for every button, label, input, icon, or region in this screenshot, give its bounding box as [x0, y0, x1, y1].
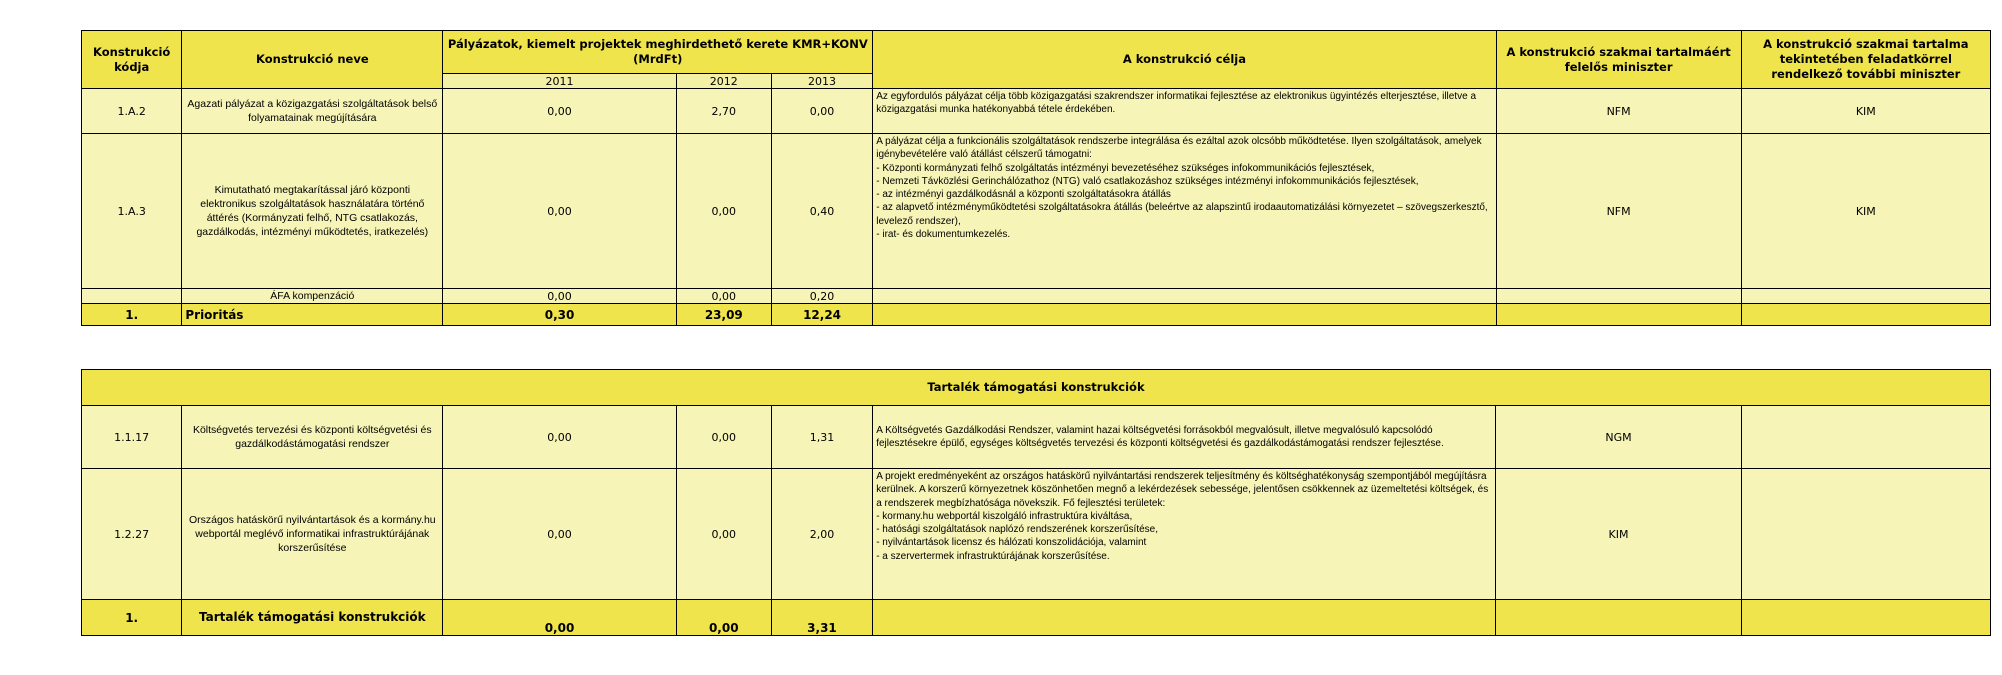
header-minister-other: A konstrukció szakmai tartalma tekintetében feladatkörrel rendelkező további miniszter — [1741, 31, 1990, 89]
row-code — [82, 289, 182, 304]
table-row — [82, 134, 1991, 289]
row-goal — [873, 289, 1496, 304]
header-goal: A konstrukció célja — [873, 31, 1496, 89]
row-value-2012: 0,00 — [676, 289, 771, 304]
main-table — [81, 30, 1991, 326]
row-minister-other — [1741, 289, 1990, 304]
row-goal: Az egyfordulós pályázat célja több közigazgatási szakrendszer informatikai fejlesztése az elektronikus ügyintézés elterjesztése, illetve a közigazgatási munka hatékonyabbá tétele érdekében. — [873, 89, 1496, 134]
row-value-2011: 0,00 — [443, 289, 676, 304]
row-value-2012: 2,70 — [676, 89, 771, 134]
row-name: Agazati pályázat a közigazgatási szolgáltatások belső folyamatainak megújítására — [182, 89, 443, 134]
row-value-2013: 0,00 — [771, 89, 872, 134]
row-name: Kimutatható megtakarítással járó központi elektronikus szolgáltatások használatára történő áttérés (Kormányzati felhő, NTG csatlakozás, gazdálkodás, intézményi működtetés, iratkezelés) — [182, 134, 443, 289]
row-goal: A Költségvetés Gazdálkodási Rendszer, valamint hazai költségvetési forrásokból megvalósult, illetve megvalósuló kapcsolódó fejlesztésekre épülő, egységes költségvetés tervezési és központi költségvetési és gazdálkodástámogatási rendszer fejlesztése. — [873, 406, 1496, 469]
row-value-2011: 0,00 — [443, 89, 676, 134]
table-row — [82, 469, 1991, 600]
row-minister-other — [1741, 406, 1990, 469]
reserve-total-value-2011: 0,00 — [443, 600, 676, 636]
row-value-2013: 2,00 — [771, 469, 872, 600]
row-code: 1.2.27 — [82, 469, 182, 600]
priority-minister-other — [1741, 304, 1990, 326]
year-2011: 2011 — [443, 74, 676, 89]
header-name: Konstrukció neve — [182, 31, 443, 89]
row-value-2011: 0,00 — [443, 406, 676, 469]
reserve-total-code: 1. — [82, 600, 182, 636]
row-minister-responsible: NFM — [1496, 134, 1741, 289]
reserve-title: Tartalék támogatási konstrukciók — [82, 370, 1991, 406]
reserve-total-label: Tartalék támogatási konstrukciók — [182, 600, 443, 636]
priority-code: 1. — [82, 304, 182, 326]
row-code: 1.A.3 — [82, 134, 182, 289]
priority-goal — [873, 304, 1496, 326]
row-name: ÁFA kompenzáció — [182, 289, 443, 304]
row-code: 1.1.17 — [82, 406, 182, 469]
table-row — [82, 89, 1991, 134]
table-row — [82, 289, 1991, 304]
priority-value-2013: 12,24 — [771, 304, 872, 326]
header-budget: Pályázatok, kiemelt projektek meghirdethető kerete KMR+KONV (MrdFt) — [443, 31, 873, 74]
header-code: Konstrukció kódja — [82, 31, 182, 89]
header-minister-responsible: A konstrukció szakmai tartalmáért felelős miniszter — [1496, 31, 1741, 89]
priority-value-2011: 0,30 — [443, 304, 676, 326]
priority-minister-responsible — [1496, 304, 1741, 326]
row-value-2012: 0,00 — [676, 134, 771, 289]
row-code: 1.A.2 — [82, 89, 182, 134]
row-value-2011: 0,00 — [443, 469, 676, 600]
row-minister-responsible: NFM — [1496, 89, 1741, 134]
row-value-2012: 0,00 — [676, 406, 771, 469]
row-value-2012: 0,00 — [676, 469, 771, 600]
reserve-total-value-2013: 3,31 — [771, 600, 872, 636]
reserve-total-value-2012: 0,00 — [676, 600, 771, 636]
row-name: Költségvetés tervezési és központi költségvetési és gazdálkodástámogatási rendszer — [182, 406, 443, 469]
year-2013: 2013 — [771, 74, 872, 89]
reserve-total-minister-responsible — [1496, 600, 1741, 636]
priority-label: Prioritás — [182, 304, 443, 326]
row-goal: A pályázat célja a funkcionális szolgáltatások rendszerbe integrálása és ezáltal azok olcsóbb működtetése. Ilyen szolgáltatások, amelyek igénybevételére való átállást célszerű támogatni: - Központi kormányzati felhő szolgáltatás intézményi bevezetéséhez szükséges infokommunikációs fejlesztések, - Nemzeti Távközlési Gerinchálózathoz (NTG) való csatlakozáshoz szükséges intézményi infokommunikációs fejlesztések, - az intézményi gazdálkodásnál a központi szolgáltatásokra átállás - az alapvető intézményműködtetési szolgáltatásokra átállás (beleértve az alapszintű irodaautomatizálási környezetet – szövegszerkesztő, levelező rendszer), - irat- és dokumentumkezelés. — [873, 134, 1496, 289]
row-minister-responsible: NGM — [1496, 406, 1741, 469]
table-row — [82, 406, 1991, 469]
row-name: Országos hatáskörű nyilvántartások és a kormány.hu webportál meglévő informatikai infrastruktúrájának korszerűsítése — [182, 469, 443, 600]
year-2012: 2012 — [676, 74, 771, 89]
priority-row — [82, 304, 1991, 326]
reserve-total-minister-other — [1741, 600, 1990, 636]
row-minister-other: KIM — [1741, 134, 1990, 289]
row-value-2013: 0,20 — [771, 289, 872, 304]
row-minister-responsible: KIM — [1496, 469, 1741, 600]
row-minister-other — [1741, 469, 1990, 600]
priority-value-2012: 23,09 — [676, 304, 771, 326]
row-goal: A projekt eredményeként az országos hatáskörű nyilvántartási rendszerek teljesítmény és költséghatékonyság szempontjából megújításra kerülnek. A korszerű környezetnek köszönhetően megnő a lekérdezések sebessége, jelentősen csökkennek az üzemeltetési költségek, és a rendszerek megbízhatósága növekszik. Fő fejlesztési területek: - kormany.hu webportál kiszolgáló infrastruktúra kiváltása, - hatósági szolgáltatások naplózó rendszerének korszerűsítése, - nyilvántartások licensz és hálózati konszolidációja, valamint - a szervertermek infrastruktúrájának korszerűsítése. — [873, 469, 1496, 600]
reserve-total-row — [82, 600, 1991, 636]
row-value-2011: 0,00 — [443, 134, 676, 289]
reserve-table — [81, 369, 1991, 636]
row-minister-responsible — [1496, 289, 1741, 304]
row-minister-other: KIM — [1741, 89, 1990, 134]
row-value-2013: 1,31 — [771, 406, 872, 469]
reserve-total-goal — [873, 600, 1496, 636]
row-value-2013: 0,40 — [771, 134, 872, 289]
